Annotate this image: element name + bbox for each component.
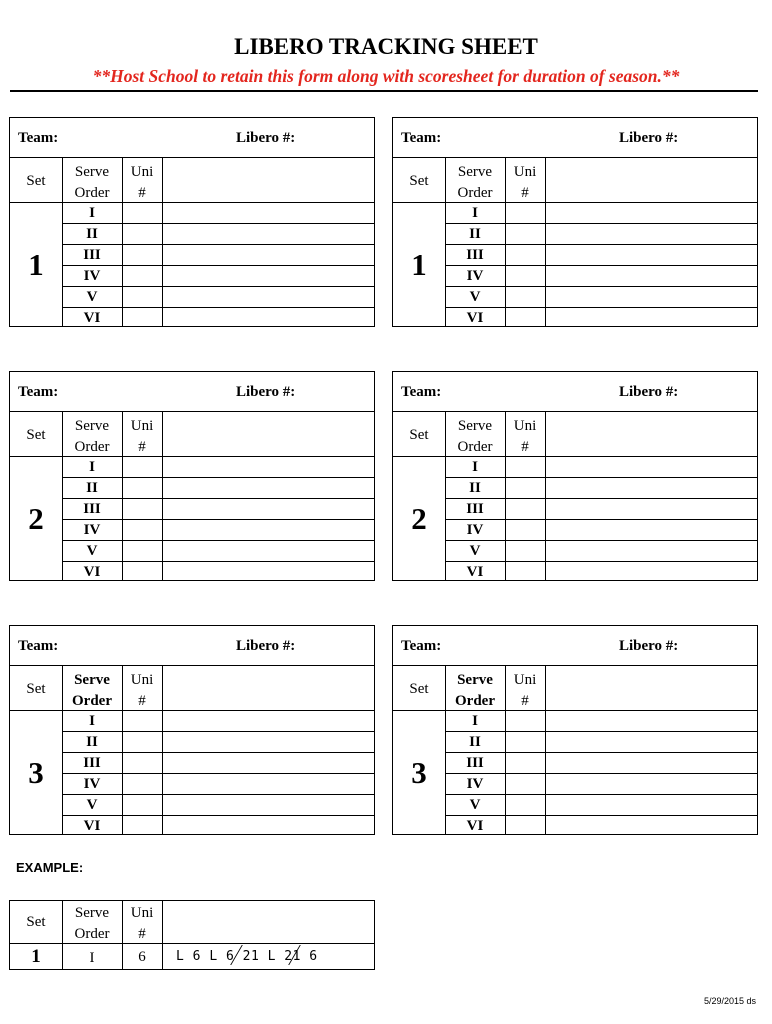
example-label: EXAMPLE: xyxy=(16,860,84,875)
crossed-out-number: 6 xyxy=(225,949,235,964)
libero-label: Libero #: xyxy=(619,384,679,400)
rotation-label: IV xyxy=(466,522,484,538)
set-number: 3 xyxy=(28,755,44,790)
rotation-label: IV xyxy=(83,776,101,792)
uni-number-header: Uni # xyxy=(513,672,537,709)
set-header: Set xyxy=(409,173,429,189)
rotation-label: IV xyxy=(83,522,101,538)
libero-label: Libero #: xyxy=(236,130,296,146)
rotation-label: V xyxy=(469,543,481,559)
team-label: Team: xyxy=(401,638,442,654)
rotation-label: VI xyxy=(466,564,484,580)
team-label: Team: xyxy=(401,384,442,400)
rotation-label: VI xyxy=(83,564,101,580)
rotation-label: VI xyxy=(83,310,101,326)
tracking-block-set-3-left xyxy=(9,625,375,835)
set-number: 2 xyxy=(28,501,44,536)
uni-number-header: Uni # xyxy=(513,164,537,201)
page-subtitle: **Host School to retain this form along with scoresheet for duration of season.** xyxy=(92,66,680,86)
team-label: Team: xyxy=(18,638,59,654)
tracking-block-set-3-right xyxy=(392,625,758,835)
rotation-label: II xyxy=(86,480,98,496)
rotation-label: II xyxy=(86,226,98,242)
rotation-label: III xyxy=(83,755,101,771)
example-serve-order-header: Serve Order xyxy=(74,905,110,942)
rotation-label: VI xyxy=(466,310,484,326)
tracking-block-set-1-right xyxy=(392,117,758,327)
tracking-block-set-2-left xyxy=(9,371,375,581)
set-header: Set xyxy=(26,173,46,189)
rotation-label: III xyxy=(466,755,484,771)
rotation-label: IV xyxy=(83,268,101,284)
rotation-label: II xyxy=(86,734,98,750)
rotation-label: V xyxy=(86,543,98,559)
rotation-label: I xyxy=(472,713,478,729)
crossed-out-number: 21 xyxy=(284,949,301,964)
team-label: Team: xyxy=(18,384,59,400)
libero-label: Libero #: xyxy=(619,638,679,654)
serve-order-header: Serve Order xyxy=(457,164,493,201)
set-number: 2 xyxy=(411,501,427,536)
rotation-label: I xyxy=(89,713,95,729)
example-set-header: Set xyxy=(26,914,46,930)
tracking-block-set-1-left xyxy=(9,117,375,327)
rotation-label: I xyxy=(89,459,95,475)
set-number: 1 xyxy=(28,247,44,282)
team-label: Team: xyxy=(18,130,59,146)
serve-order-header: Serve Order xyxy=(74,164,110,201)
rotation-label: III xyxy=(466,247,484,263)
footer-date: 5/29/2015 ds xyxy=(703,996,756,1006)
rotation-label: V xyxy=(469,797,481,813)
rotation-label: VI xyxy=(466,818,484,834)
example-table xyxy=(9,900,375,970)
example-handwritten-entry: L 6 L 6 21 L 21 6 xyxy=(176,949,318,964)
uni-number-header: Uni # xyxy=(130,164,154,201)
rotation-label: II xyxy=(469,734,481,750)
uni-number-header: Uni # xyxy=(130,672,154,709)
set-header: Set xyxy=(26,681,46,697)
example-set-value: 1 xyxy=(31,946,41,967)
set-number: 1 xyxy=(411,247,427,282)
set-header: Set xyxy=(26,427,46,443)
uni-number-header: Uni # xyxy=(513,418,537,455)
set-header: Set xyxy=(409,681,429,697)
rotation-label: I xyxy=(472,459,478,475)
libero-label: Libero #: xyxy=(236,384,296,400)
rotation-label: IV xyxy=(466,776,484,792)
team-label: Team: xyxy=(401,130,442,146)
serve-order-header: Serve Order xyxy=(457,418,493,455)
example-serve-order-value: I xyxy=(89,950,95,966)
rotation-label: V xyxy=(469,289,481,305)
libero-label: Libero #: xyxy=(236,638,296,654)
example-uni-header: Uni # xyxy=(130,905,154,942)
tracking-block-set-2-right xyxy=(392,371,758,581)
page-title: LIBERO TRACKING SHEET xyxy=(234,34,538,59)
set-header: Set xyxy=(409,427,429,443)
rotation-label: III xyxy=(466,501,484,517)
uni-number-header: Uni # xyxy=(130,418,154,455)
rotation-label: IV xyxy=(466,268,484,284)
rotation-label: V xyxy=(86,797,98,813)
rotation-label: V xyxy=(86,289,98,305)
rotation-label: III xyxy=(83,247,101,263)
set-number: 3 xyxy=(411,755,427,790)
rotation-label: II xyxy=(469,480,481,496)
title-divider xyxy=(10,90,758,92)
serve-order-header: Serve Order xyxy=(72,672,112,709)
example-uni-value: 6 xyxy=(138,949,146,965)
serve-order-header: Serve Order xyxy=(74,418,110,455)
rotation-label: VI xyxy=(83,818,101,834)
libero-label: Libero #: xyxy=(619,130,679,146)
serve-order-header: Serve Order xyxy=(455,672,495,709)
rotation-label: I xyxy=(89,205,95,221)
rotation-label: I xyxy=(472,205,478,221)
rotation-label: III xyxy=(83,501,101,517)
rotation-label: II xyxy=(469,226,481,242)
